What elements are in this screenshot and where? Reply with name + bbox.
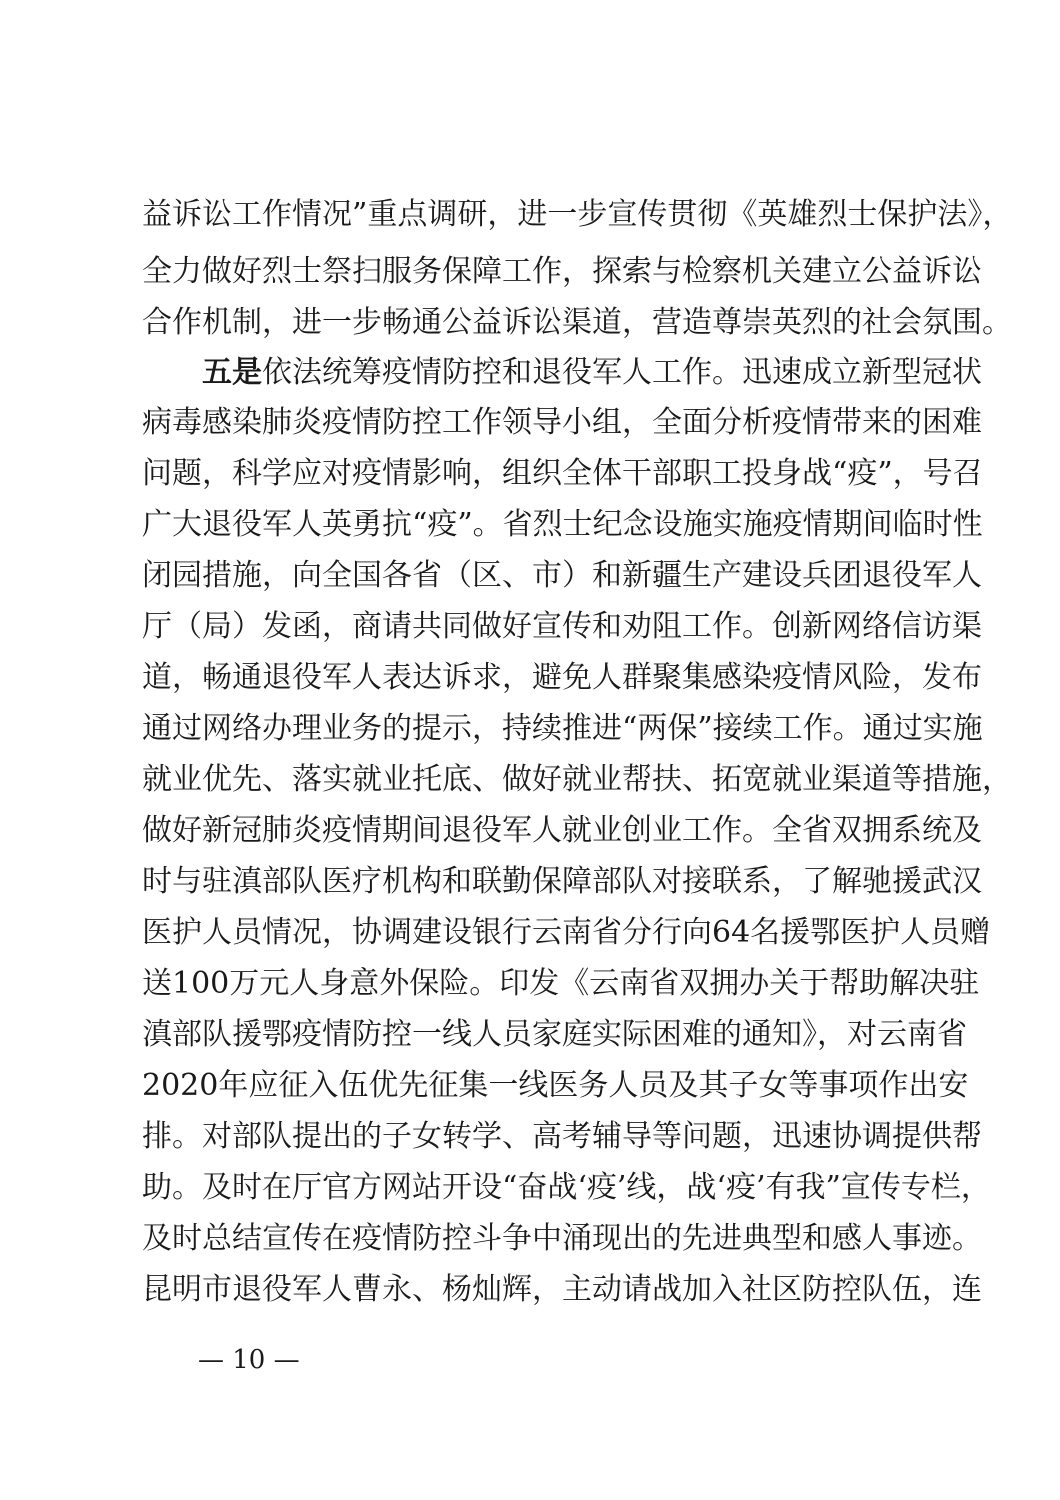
body-line: 2020年应征入伍优先征集一线医务人员及其子女等事项作出安 [142, 1068, 969, 1103]
body-line: 广大退役军人英勇抗“疫”。省烈士纪念设施实施疫情期间临时性 [142, 507, 983, 542]
page-number: — 10 — [198, 1345, 300, 1375]
body-line: 闭园措施，向全国各省（区、市）和新疆生产建设兵团退役军人 [142, 558, 982, 593]
body-line: 道，畅通退役军人表达诉求，避免人群聚集感染疫情风险，发布 [142, 660, 982, 695]
body-line: 问题，科学应对疫情影响，组织全体干部职工投身战“疫”，号召 [142, 456, 983, 491]
paragraph-lead-line [202, 355, 982, 391]
body-line: 及时总结宣传在疫情防控斗争中涌现出的先进典型和感人事迹。 [142, 1221, 982, 1256]
body-line: 依法统筹疫情防控和退役军人工作。迅速成立新型冠状 [262, 355, 982, 390]
body-line: 送100万元人身意外保险。印发《云南省双拥办关于帮助解决驻 [142, 966, 980, 1001]
body-line: 通过网络办理业务的提示，持续推进“两保”接续工作。通过实施 [142, 711, 983, 746]
body-line: 益诉讼工作情况”重点调研，进一步宣传贯彻《英雄烈士保护法》， [142, 197, 1013, 232]
body-line: 就业优先、落实就业托底、做好就业帮扶、拓宽就业渠道等措施， [142, 762, 1012, 797]
body-line: 全力做好烈士祭扫服务保障工作，探索与检察机关建立公益诉讼 [142, 254, 982, 289]
body-line: 医护人员情况，协调建设银行云南省分行向64名援鄂医护人员赠 [142, 915, 991, 950]
body-line: 排。对部队提出的子女转学、高考辅导等问题，迅速协调提供帮 [142, 1119, 982, 1154]
body-line: 时与驻滇部队医疗机构和联勤保障部队对接联系，了解驰援武汉 [142, 864, 982, 899]
body-line: 滇部队援鄂疫情防控一线人员家庭实际困难的通知》，对云南省 [142, 1017, 967, 1052]
body-line: 昆明市退役军人曹永、杨灿辉，主动请战加入社区防控队伍，连 [142, 1272, 982, 1307]
body-line: 做好新冠肺炎疫情期间退役军人就业创业工作。全省双拥系统及 [142, 813, 982, 848]
body-line: 助。及时在厅官方网站开设“奋战‘疫’线，战‘疫’有我”宣传专栏， [142, 1170, 991, 1205]
body-line: 合作机制，进一步畅通公益诉讼渠道，营造尊崇英烈的社会氛围。 [142, 305, 1012, 340]
paragraph-lead-label: 五是 [202, 355, 262, 390]
body-line: 病毒感染肺炎疫情防控工作领导小组，全面分析疫情带来的困难 [142, 405, 982, 440]
body-line: 厅（局）发函，商请共同做好宣传和劝阻工作。创新网络信访渠 [142, 609, 982, 644]
